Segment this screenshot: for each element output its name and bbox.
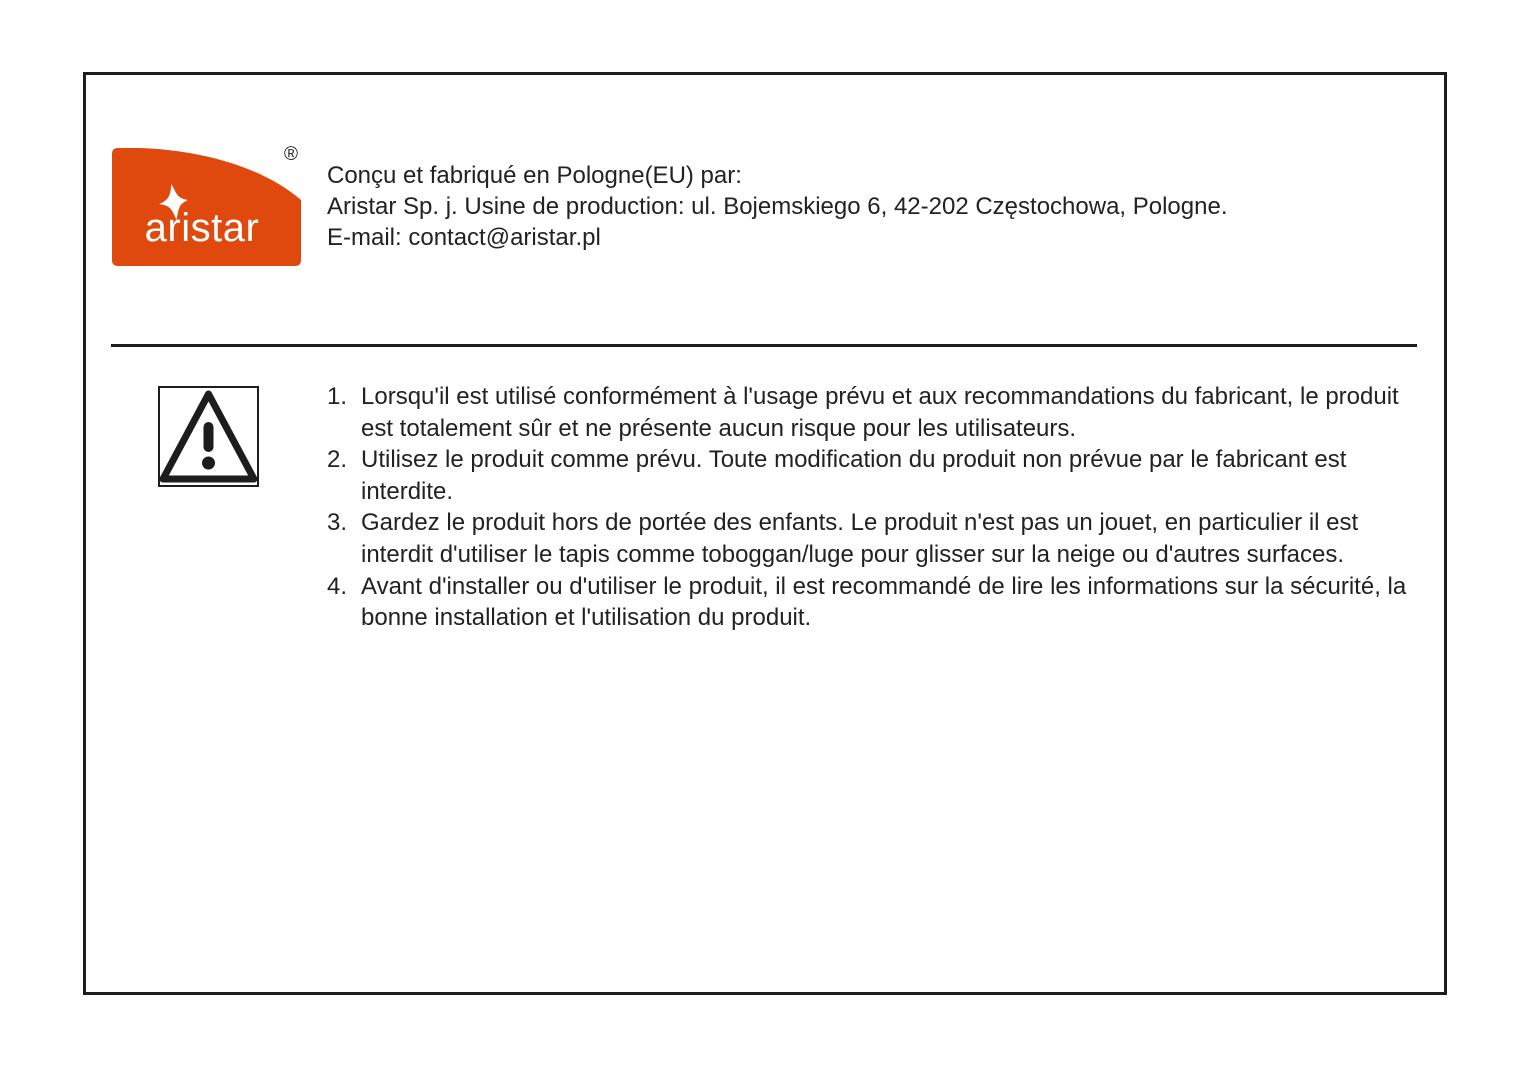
manufacturer-line-origin: Conçu et fabriqué en Pologne(EU) par: [327,162,742,189]
manufacturer-info [327,160,1228,253]
logo-wordmark: aristar [144,206,260,250]
list-item [327,444,1407,507]
list-item-text: Lorsqu'il est utilisé conformément à l'usage prévu et aux recommandations du fabricant, le produit est totalement sûr et ne présente aucun risque pour les utilisateurs. [361,383,1399,442]
aristar-logo [112,148,301,266]
warning-triangle-icon [158,386,259,487]
list-item [327,571,1407,634]
manufacturer-line-address: Aristar Sp. j. Usine de production: ul. Bojemskiego 6, 42-202 Częstochowa, Pologne. [327,193,1228,220]
list-item-number: 4. [327,572,348,600]
list-item-text: Utilisez le produit comme prévu. Toute modification du produit non prévue par le fabricant est interdite. [361,446,1347,505]
registered-mark: ® [284,144,298,165]
list-item-number: 3. [327,509,348,537]
list-item-number: 2. [327,446,348,474]
list-item [327,381,1407,444]
list-item-text: Gardez le produit hors de portée des enfants. Le produit n'est pas un jouet, en particulier il est interdit d'utiliser le tapis comme toboggan/luge pour glisser sur la neige ou d'autres surfaces. [361,509,1359,568]
list-item [327,507,1407,570]
list-item-text: Avant d'installer ou d'utiliser le produit, il est recommandé de lire les informations sur la sécurité, la bonne installation et l'utilisation du produit. [361,572,1407,632]
list-item-number: 1. [327,383,348,410]
section-divider [111,344,1417,347]
safety-instructions-list [327,381,1407,634]
manufacturer-line-email: E-mail: contact@aristar.pl [327,224,601,251]
